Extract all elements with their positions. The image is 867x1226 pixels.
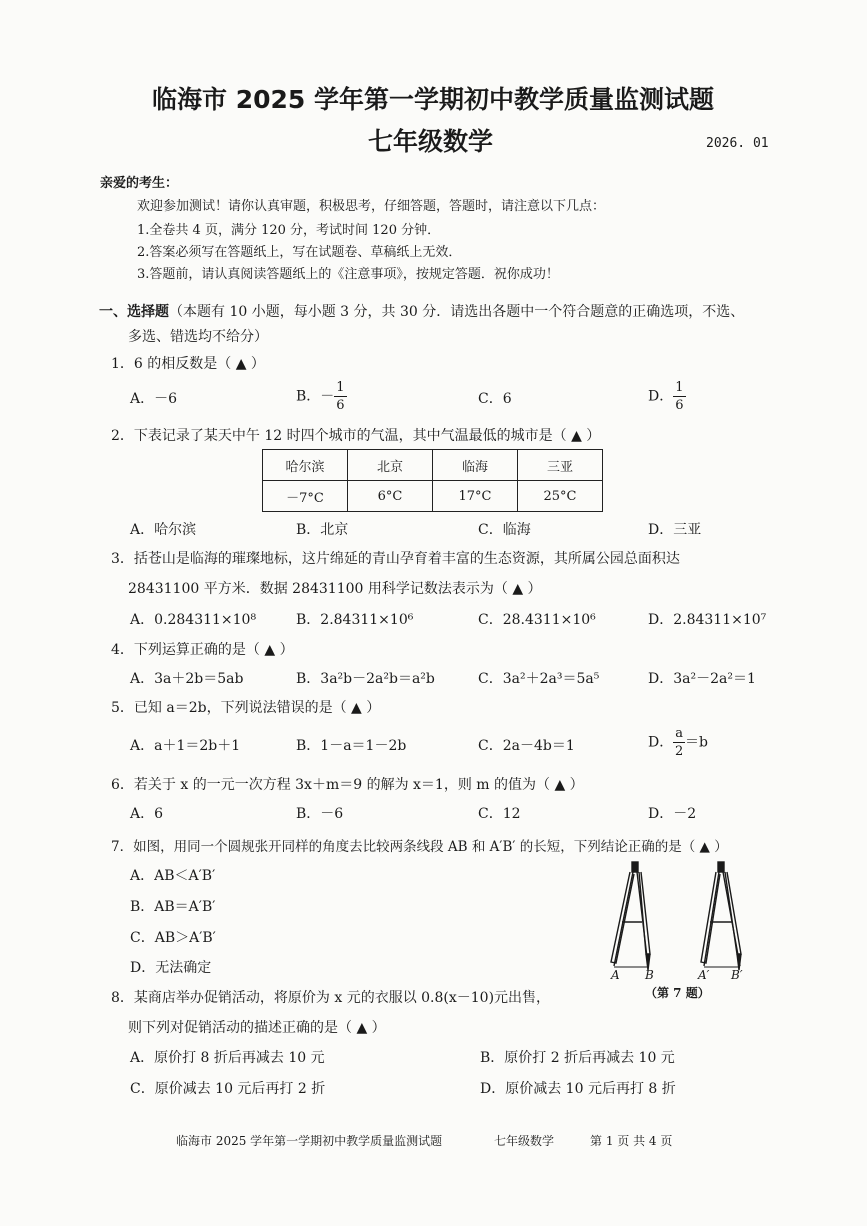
q8-stem-1: 8．某商店举办促销活动，将原价为 x 元的衣服以 0.8(x－10)元出售， (111, 990, 551, 1006)
q6-option-d: D．－2 (648, 806, 697, 822)
q8-option-d: D．原价减去 10 元后再打 8 折 (480, 1081, 676, 1097)
compass-left-icon (611, 862, 650, 970)
q4-stem: 4．下列运算正确的是（ ▲ ） (111, 642, 294, 658)
q4-option-c: C．3a²＋2a³＝5a⁵ (478, 671, 600, 687)
temperature-table (262, 449, 603, 512)
q8-stem-2: 则下列对促销活动的描述正确的是（ ▲ ） (128, 1020, 386, 1036)
fraction-denominator: 6 (336, 398, 345, 413)
page-number: 第 1 页 共 4 页 (590, 1134, 673, 1148)
q6-option-b: B．－6 (296, 806, 344, 822)
q5-option-d-fraction (673, 727, 685, 758)
table-cell: －7°C (263, 481, 348, 512)
q6-stem: 6．若关于 x 的一元一次方程 3x＋m＝9 的解为 x＝1，则 m 的值为（ ▲ ） (111, 777, 584, 793)
q3-option-b: B．2.84311×10⁶ (296, 612, 414, 628)
q8-option-b: B．原价打 2 折后再减去 10 元 (480, 1050, 675, 1066)
q3-stem-1: 3．括苍山是临海的璀璨地标，这片绵延的青山孕育着丰富的生态资源，其所属公园总面积达 (111, 551, 680, 567)
q4-option-a: A．3a＋2b＝5ab (130, 671, 244, 687)
fraction-numerator: a (675, 726, 683, 741)
q7-stem: 7．如图，用同一个圆规张开同样的角度去比较两条线段 AB 和 A′B′ 的长短，下列结论正确的是（ ▲ ） (111, 839, 728, 855)
table-cell: 哈尔滨 (263, 450, 348, 481)
q5-option-b: B．1－a＝1－2b (296, 738, 407, 754)
figure-caption: （第 7 题） (645, 986, 710, 1000)
q3-option-a: A．0.284311×10⁸ (130, 612, 257, 628)
q5-stem: 5．已知 a＝2b，下列说法错误的是（ ▲ ） (111, 700, 381, 716)
q3-option-d: D．2.84311×10⁷ (648, 612, 767, 628)
table-cell: 25°C (518, 481, 603, 512)
q5-option-c: C．2a－4b＝1 (478, 738, 575, 754)
table-cell: 北京 (348, 450, 433, 481)
page-title: 临海市 2025 学年第一学期初中教学质量监测试题 (152, 85, 714, 114)
intro-item-3: 3.答题前，请认真阅读答题纸上的《注意事项》，按规定答题．祝你成功！ (137, 267, 559, 282)
fig-label-a-prime: A′ (698, 968, 710, 982)
table-cell: 6°C (348, 481, 433, 512)
q2-option-d: D．三亚 (648, 522, 702, 538)
q1-option-d (648, 381, 686, 412)
q1-option-b (296, 381, 347, 412)
footer-title: 临海市 2025 学年第一学期初中教学质量监测试题 (176, 1134, 443, 1148)
q7-option-c: C．AB＞A′B′ (130, 930, 216, 946)
table-row (263, 450, 603, 481)
table-row (263, 481, 603, 512)
footer-subject: 七年级数学 (494, 1134, 555, 1148)
fraction-denominator: 6 (675, 398, 684, 413)
q3-stem-2: 28431100 平方米．数据 28431100 用科学记数法表示为（ ▲ ） (128, 581, 542, 597)
q2-stem: 2．下表记录了某天中午 12 时四个城市的气温，其中气温最低的城市是（ ▲ ） (111, 428, 601, 444)
q1-stem: 1．6 的相反数是（ ▲ ） (111, 356, 265, 372)
q2-option-c: C．临海 (478, 522, 531, 538)
fraction-numerator: 1 (675, 380, 684, 395)
section-heading: 一、选择题 (99, 304, 169, 320)
q5-option-d (648, 727, 708, 758)
compass-figure (600, 858, 780, 998)
q1-option-b-fraction (334, 381, 346, 412)
q1-option-d-prefix: D． (648, 388, 674, 405)
q7-option-a: A．AB＜A′B′ (130, 868, 216, 884)
table-cell: 17°C (433, 481, 518, 512)
q6-option-a: A．6 (130, 806, 164, 822)
q1-option-d-fraction (673, 381, 685, 412)
q3-option-c: C．28.4311×10⁶ (478, 612, 596, 628)
section-header (99, 301, 744, 321)
table-cell: 三亚 (518, 450, 603, 481)
fraction-denominator: 2 (674, 744, 684, 759)
q7-option-b: B．AB＝A′B′ (130, 899, 216, 915)
intro-item-2: 2.答案必须写在答题纸上，写在试题卷、草稿纸上无效． (137, 245, 462, 260)
greeting: 亲爱的考生： (100, 176, 179, 191)
q6-option-c: C．12 (478, 806, 521, 822)
q7-option-d: D．无法确定 (130, 960, 212, 976)
q5-option-d-prefix: D． (648, 734, 674, 751)
q1-option-b-prefix: B．－ (296, 388, 335, 405)
section-desc-2: 多选、错选均不给分） (128, 329, 268, 345)
intro-item-1: 1.全卷共 4 页，满分 120 分，考试时间 120 分钟． (137, 223, 441, 238)
intro-line: 欢迎参加测试！请你认真审题，积极思考，仔细答题，答题时，请注意以下几点： (137, 199, 606, 214)
q5-option-d-suffix: ＝b (685, 734, 708, 751)
fig-label-b: B (645, 968, 654, 982)
subject-title: 七年级数学 (368, 127, 494, 156)
fig-label-a: A (611, 968, 620, 982)
section-desc: （本题有 10 小题，每小题 3 分，共 30 分．请选出各题中一个符合题意的正确选项，不选、 (169, 304, 745, 320)
compass-right-icon (701, 862, 741, 970)
exam-date: 2026. 01 (706, 136, 769, 151)
fraction-numerator: 1 (336, 380, 345, 395)
q8-option-a: A．原价打 8 折后再减去 10 元 (130, 1050, 325, 1066)
q4-option-b: B．3a²b－2a²b＝a²b (296, 671, 435, 687)
q2-option-b: B．北京 (296, 522, 349, 538)
q5-option-a: A．a＋1＝2b＋1 (130, 738, 241, 754)
q1-option-c: C．6 (478, 391, 512, 407)
q4-option-d: D．3a²－2a²＝1 (648, 671, 756, 687)
q2-option-a: A．哈尔滨 (130, 522, 197, 538)
q8-option-c: C．原价减去 10 元后再打 2 折 (130, 1081, 326, 1097)
q1-option-a: A．－6 (130, 391, 178, 407)
table-cell: 临海 (433, 450, 518, 481)
fig-label-b-prime: B′ (731, 968, 743, 982)
